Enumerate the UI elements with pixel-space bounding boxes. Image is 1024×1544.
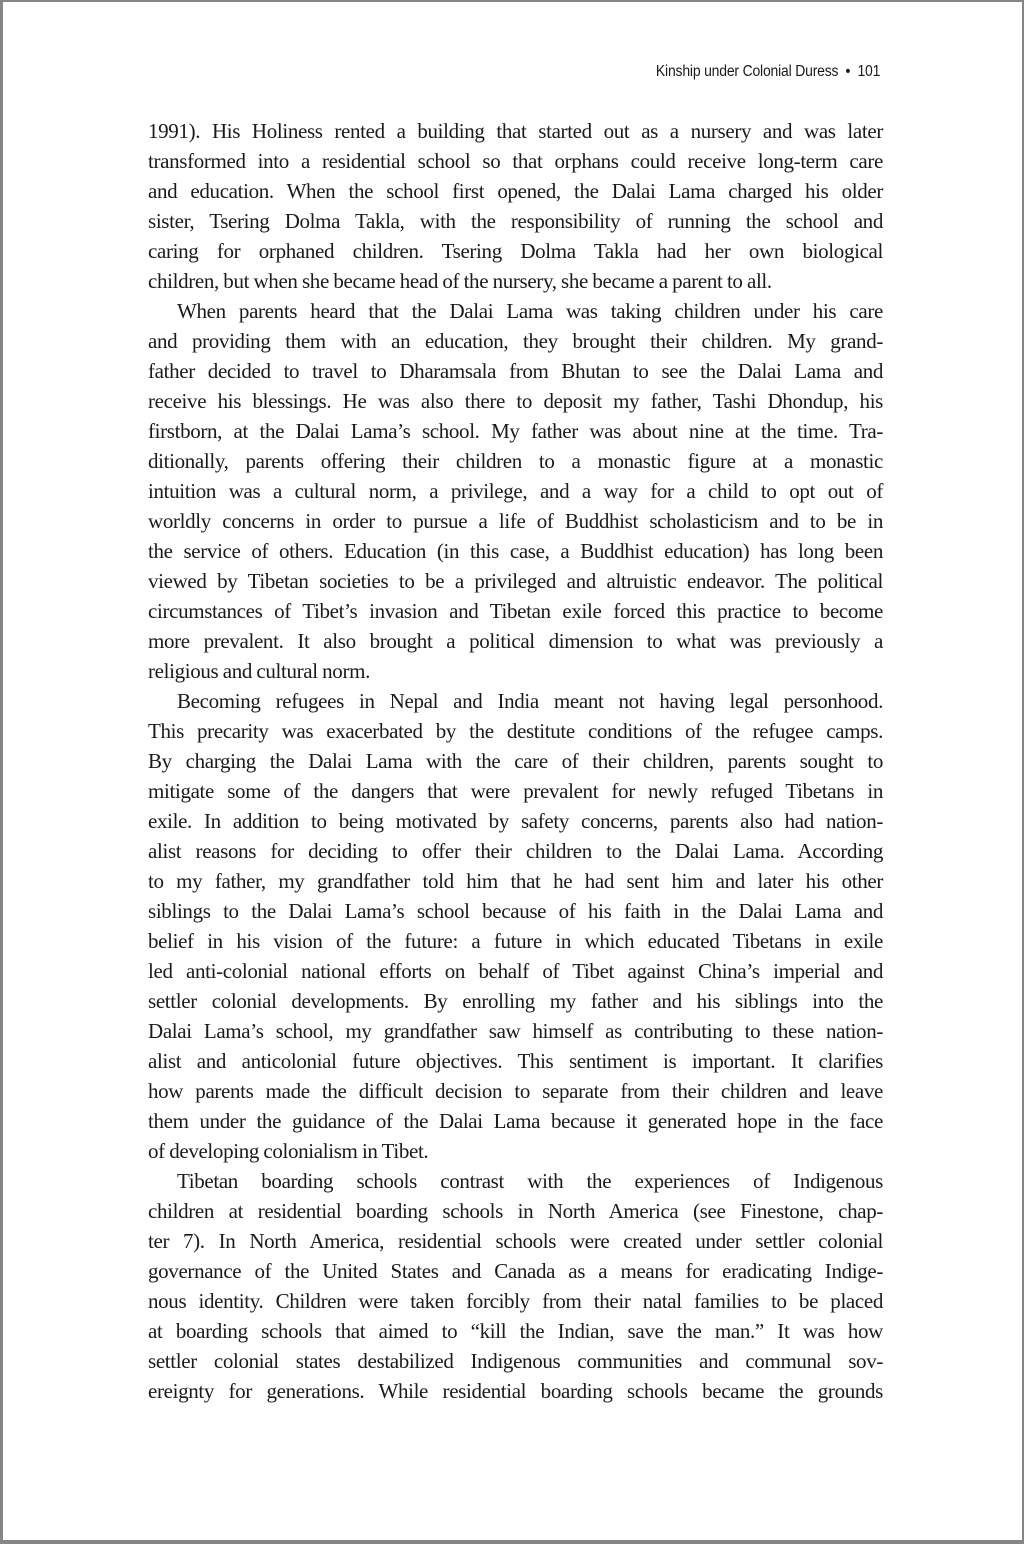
text-line: alist and anticolonial future objectives. This sentiment is important. It clarifies <box>148 1049 883 1073</box>
text-line: transformed into a residential school so that orphans could receive long-term care <box>148 149 883 173</box>
text-line: father decided to travel to Dharamsala from Bhutan to see the Dalai Lama and <box>148 359 883 383</box>
text-line: sister, Tsering Dolma Takla, with the responsibility of running the school and <box>148 209 883 233</box>
text-line: belief in his vision of the future: a future in which educated Tibetans in exile <box>148 929 883 953</box>
text-line: circumstances of Tibet’s invasion and Tibetan exile forced this practice to become <box>148 599 883 623</box>
running-head <box>656 63 880 81</box>
text-line: siblings to the Dalai Lama’s school because of his faith in the Dalai Lama and <box>148 899 883 923</box>
text-line: caring for orphaned children. Tsering Dolma Takla had her own biological <box>148 239 883 263</box>
separator-bullet: • <box>845 63 851 80</box>
text-line: led anti-colonial national efforts on behalf of Tibet against China’s imperial and <box>148 959 883 983</box>
paragraph <box>148 1166 883 1406</box>
text-line: and education. When the school first opened, the Dalai Lama charged his older <box>148 179 883 203</box>
page-number: 101 <box>857 63 880 80</box>
text-line: intuition was a cultural norm, a privilege, and a way for a child to opt out of <box>148 479 883 503</box>
text-line: Tibetan boarding schools contrast with the experiences of Indigenous <box>177 1169 883 1193</box>
text-line: viewed by Tibetan societies to be a privileged and altruistic endeavor. The political <box>148 569 883 593</box>
text-line: firstborn, at the Dalai Lama’s school. My father was about nine at the time. Tra- <box>148 419 883 443</box>
book-page <box>3 2 1022 1540</box>
text-line: of developing colonialism in Tibet. <box>148 1139 429 1163</box>
body-text <box>148 116 883 1406</box>
text-line: 1991). His Holiness rented a building that started out as a nursery and was later <box>148 119 883 143</box>
running-title: Kinship under Colonial Duress <box>655 63 839 80</box>
text-line: receive his blessings. He was also there to deposit my father, Tashi Dhondup, his <box>148 389 883 413</box>
text-line: and providing them with an education, they brought their children. My grand- <box>148 329 883 353</box>
text-line: more prevalent. It also brought a political dimension to what was previously a <box>148 629 883 653</box>
paragraph <box>148 296 883 686</box>
text-line: nous identity. Children were taken forcibly from their natal families to be placed <box>148 1289 883 1313</box>
text-line: alist reasons for deciding to offer their children to the Dalai Lama. According <box>148 839 883 863</box>
text-line: By charging the Dalai Lama with the care of their children, parents sought to <box>148 749 883 773</box>
text-line: settler colonial states destabilized Indigenous communities and communal sov- <box>148 1349 883 1373</box>
paragraph <box>148 686 883 1166</box>
text-line: worldly concerns in order to pursue a life of Buddhist scholasticism and to be in <box>148 509 883 533</box>
text-line: exile. In addition to being motivated by safety concerns, parents also had nation- <box>148 809 883 833</box>
text-line: mitigate some of the dangers that were prevalent for newly refuged Tibetans in <box>148 779 883 803</box>
text-line: settler colonial developments. By enrolling my father and his siblings into the <box>148 989 883 1013</box>
text-line: children at residential boarding schools in North America (see Finestone, chap- <box>148 1199 883 1223</box>
text-line: them under the guidance of the Dalai Lama because it generated hope in the face <box>148 1109 883 1133</box>
text-line: religious and cultural norm. <box>148 659 370 683</box>
text-line: ditionally, parents offering their children to a monastic figure at a monastic <box>148 449 883 473</box>
text-line: When parents heard that the Dalai Lama was taking children under his care <box>177 299 883 323</box>
text-line: ereignty for generations. While residential boarding schools became the grounds <box>148 1379 883 1403</box>
text-line: ter 7). In North America, residential schools were created under settler colonial <box>148 1229 883 1253</box>
text-line: how parents made the difficult decision to separate from their children and leave <box>148 1079 883 1103</box>
text-line: governance of the United States and Canada as a means for eradicating Indige- <box>148 1259 883 1283</box>
text-line: to my father, my grandfather told him that he had sent him and later his other <box>148 869 883 893</box>
text-line: This precarity was exacerbated by the destitute conditions of the refugee camps. <box>148 719 883 743</box>
text-line: at boarding schools that aimed to “kill the Indian, save the man.” It was how <box>148 1319 883 1343</box>
paragraph <box>148 116 883 296</box>
text-line: children, but when she became head of the nursery, she became a parent to all. <box>148 269 772 293</box>
text-line: the service of others. Education (in this case, a Buddhist education) has long been <box>148 539 883 563</box>
text-line: Dalai Lama’s school, my grandfather saw himself as contributing to these nation- <box>148 1019 883 1043</box>
text-line: Becoming refugees in Nepal and India meant not having legal personhood. <box>177 689 883 713</box>
